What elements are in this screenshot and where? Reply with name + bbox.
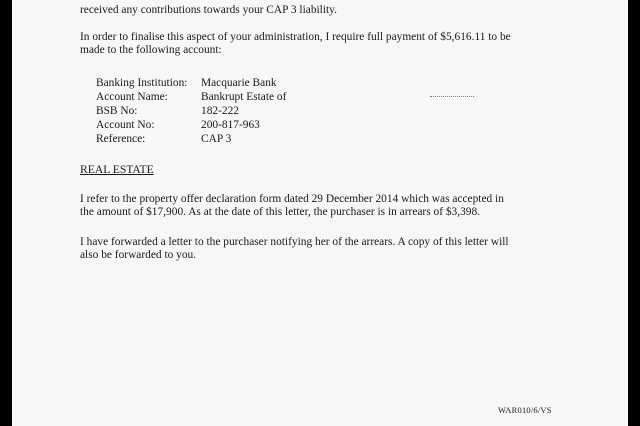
payment-request-line-1: In order to finalise this aspect of your administration, I require full payment of $5,616.11 to be — [80, 31, 511, 43]
property-offer-line-2: the amount of $17,900. As at the date of this letter, the purchaser is in arrears of $3,398. — [80, 206, 481, 218]
bank-row-institution — [96, 76, 286, 90]
bank-account-details — [96, 76, 286, 146]
bank-label: Account Name: — [96, 91, 168, 103]
letter-page — [12, 0, 628, 426]
document-reference-code: WAR010/6/VS — [498, 405, 552, 415]
bank-row-account-no — [96, 118, 286, 132]
payment-request-line-2: made to the following account: — [80, 44, 222, 56]
payment-request-paragraph — [80, 31, 511, 57]
bank-label: BSB No: — [96, 105, 138, 117]
contribution-line: received any contributions towards your CAP 3 liability. — [80, 4, 337, 16]
bank-row-reference — [96, 132, 286, 146]
section-heading-real-estate: REAL ESTATE — [80, 163, 154, 176]
bank-value: 182-222 — [201, 105, 239, 117]
bank-value: Macquarie Bank — [201, 77, 277, 89]
bank-label: Reference: — [96, 133, 146, 145]
property-offer-paragraph — [80, 193, 504, 219]
bank-row-account-name — [96, 90, 286, 104]
bank-label: Banking Institution: — [96, 77, 188, 89]
bank-row-bsb — [96, 104, 286, 118]
bank-value: Bankrupt Estate of — [201, 91, 287, 103]
bank-value: 200-817-963 — [201, 119, 260, 131]
property-offer-line-1: I refer to the property offer declaration form dated 29 December 2014 which was accepted in — [80, 193, 504, 205]
arrears-notice-line-2: also be forwarded to you. — [80, 249, 197, 261]
bank-value: CAP 3 — [201, 133, 232, 145]
redaction-mark — [430, 96, 474, 99]
bank-label: Account No: — [96, 119, 155, 131]
arrears-notice-paragraph — [80, 236, 509, 262]
arrears-notice-line-1: I have forwarded a letter to the purchaser notifying her of the arrears. A copy of this letter will — [80, 236, 509, 248]
